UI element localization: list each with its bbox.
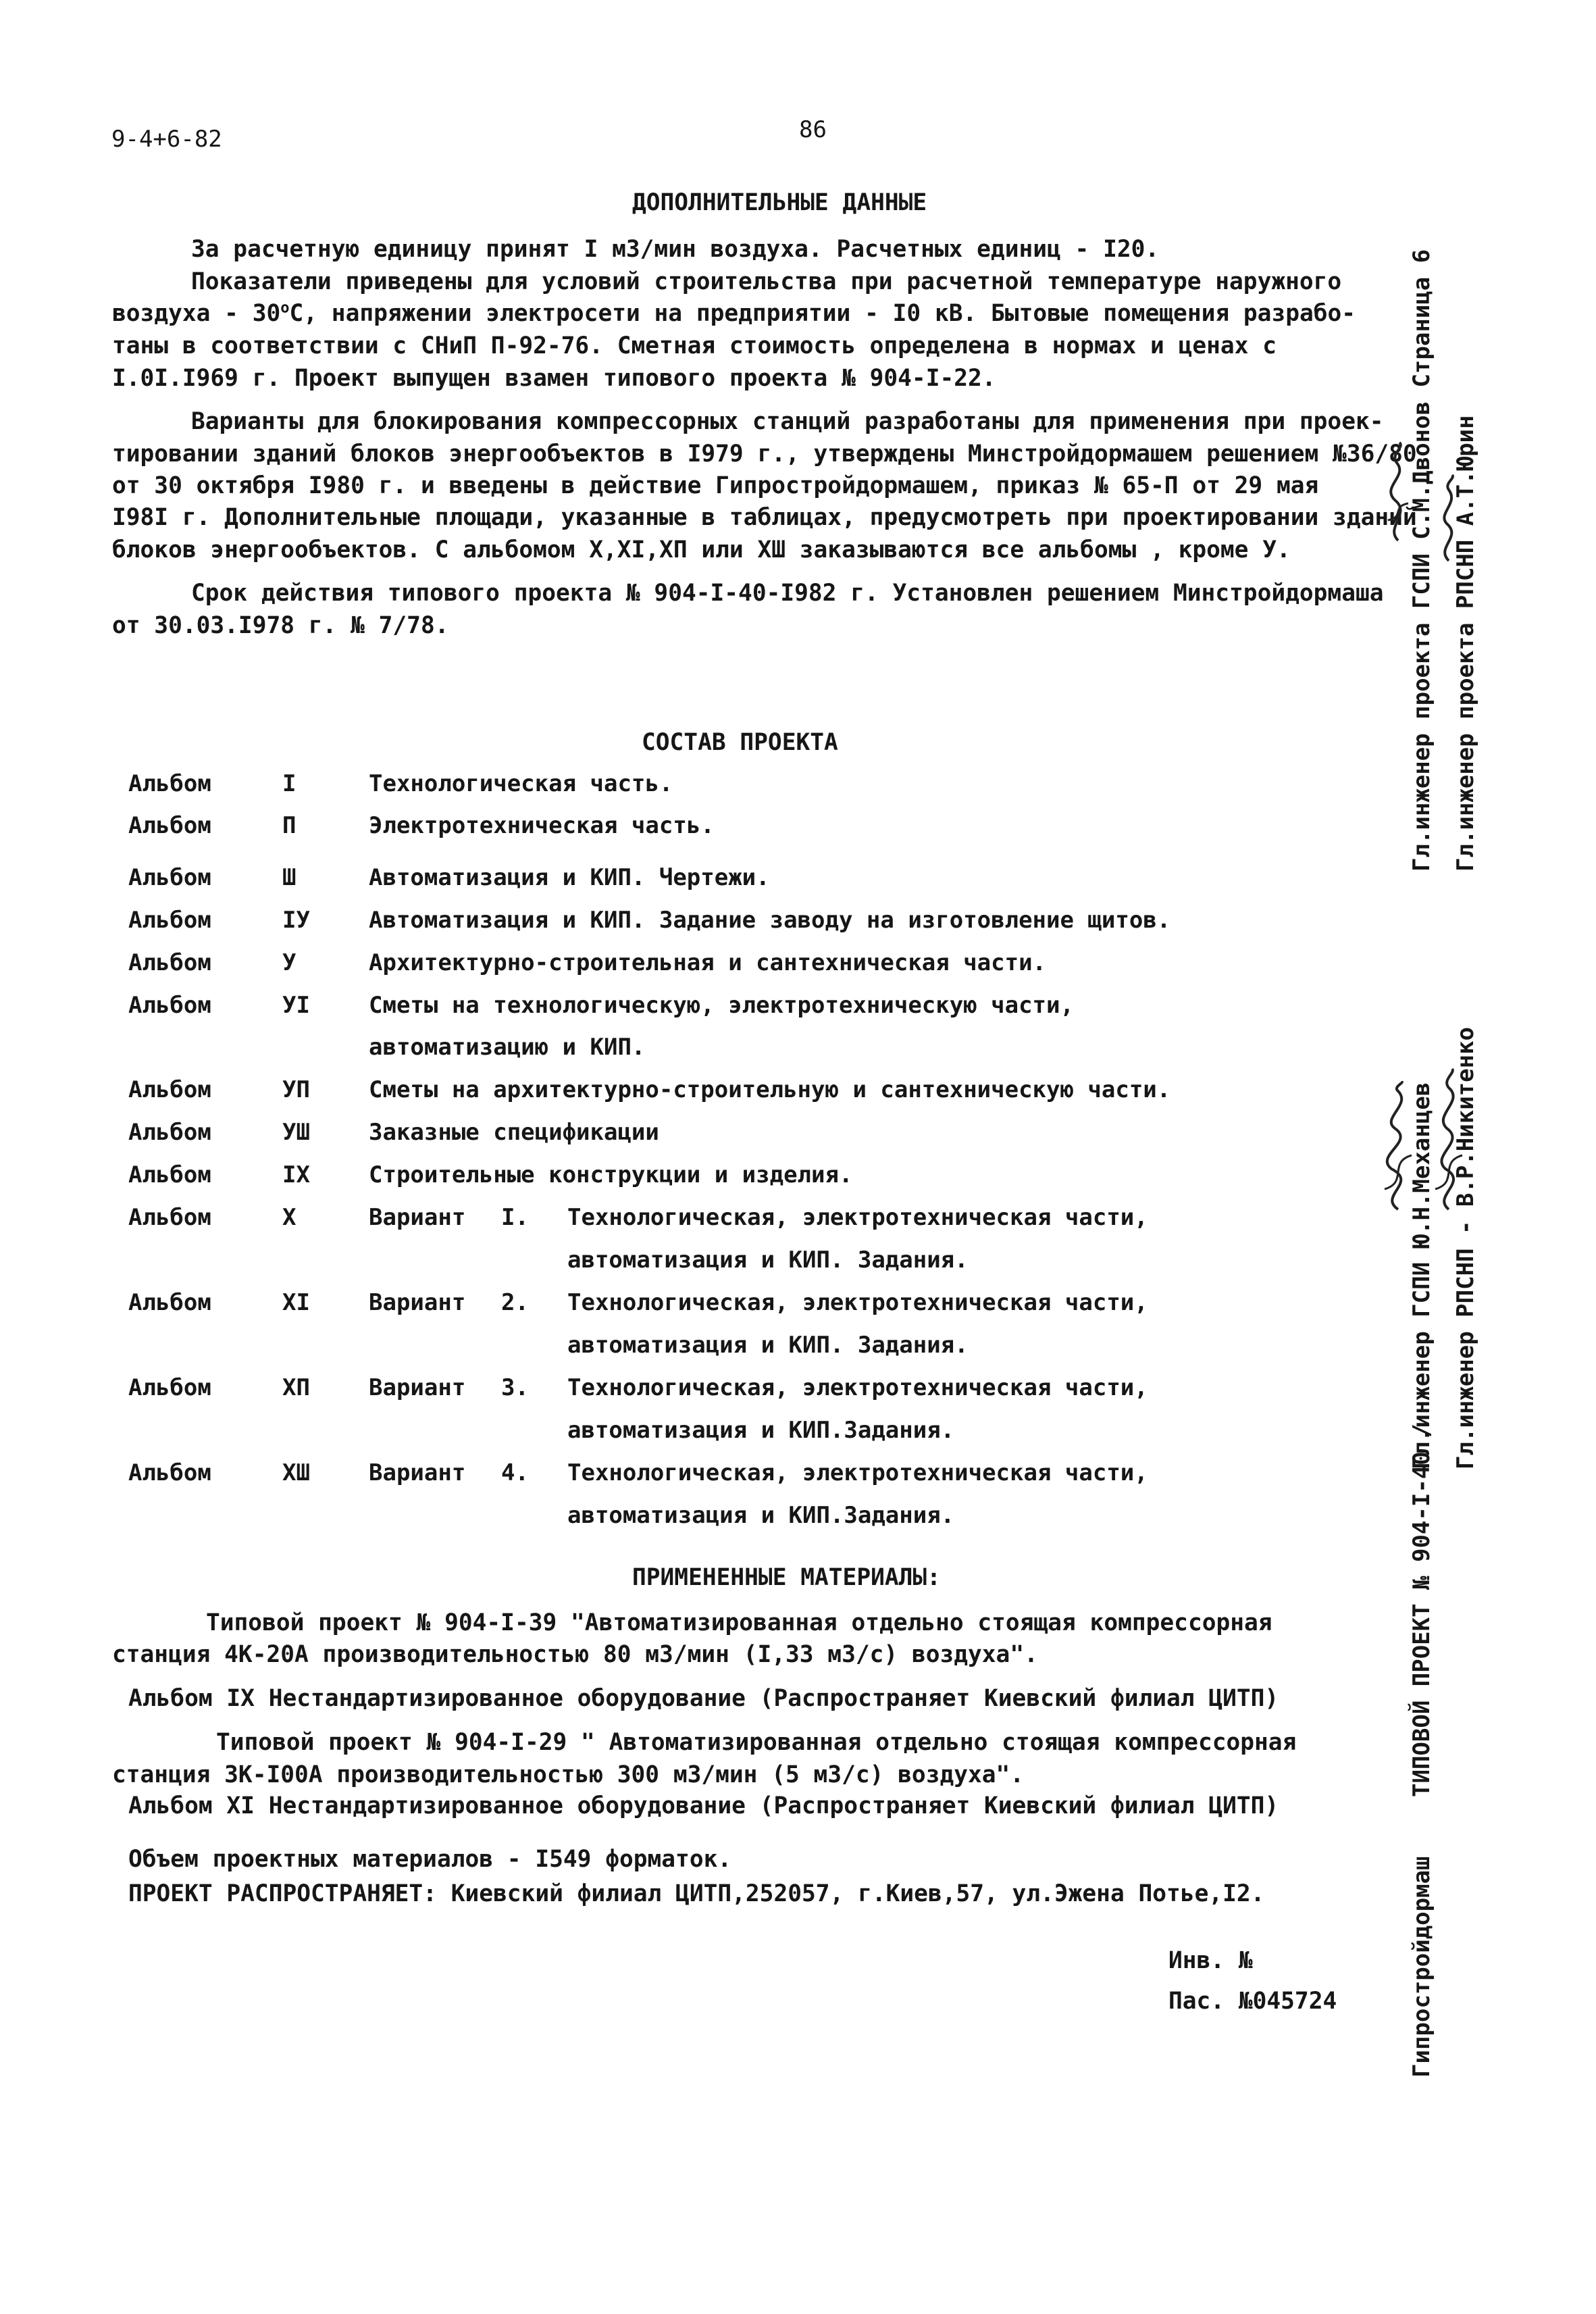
text-line: станция 4К-20А производительностью 80 м3/мин (I,33 м3/с) воздуха".: [112, 1641, 1038, 1668]
album-description-continued: автоматизацию и КИП.: [369, 1034, 646, 1061]
album-row-continued: [0, 1417, 1351, 1447]
margin-chief-engineer-gspi-2: Гл.инженер ГСПИ Ю.Н.Механцев: [1408, 1082, 1435, 1469]
album-row: [0, 907, 1351, 936]
passport-number: Пас. №045724: [1168, 1988, 1337, 2015]
album-label: Альбом: [128, 864, 211, 891]
album-row-continued: [0, 1332, 1351, 1361]
section-title-composition: СОСТАВ ПРОЕКТА: [642, 729, 838, 756]
temperature-text: воздуха - 30: [112, 300, 281, 327]
text-line: станция 3К-I00А производительностью 300 м3/мин (5 м3/с) воздуха".: [112, 1761, 1025, 1788]
album-description: Автоматизация и КИП. Чертежи.: [369, 864, 770, 891]
signature-image: [1378, 439, 1418, 547]
text-line: блоков энергообъектов. С альбомом Х,ХI,ХП или ХШ заказываются все альбомы , кроме У.: [112, 536, 1291, 563]
text-line-temperature: [112, 299, 1356, 327]
album-description: Архитектурно-строительная и сантехническая части.: [369, 949, 1047, 976]
album-label: Альбом: [128, 949, 211, 976]
album-row: [0, 812, 1351, 842]
album-number: ХI: [282, 1289, 310, 1316]
album-number: П: [282, 812, 297, 839]
album-number: УШ: [282, 1119, 310, 1146]
text-line: I.0I.I969 г. Проект выпущен взамен типового проекта № 904-I-22.: [112, 365, 996, 392]
volume-line: Объем проектных материалов - I549 форматок.: [128, 1846, 732, 1873]
album-label: Альбом: [128, 1204, 211, 1231]
album-row: [0, 1076, 1351, 1106]
album-label: Альбом: [128, 992, 211, 1019]
album-description: Технологическая, электротехническая части,: [567, 1374, 1148, 1401]
album-number: IХ: [282, 1161, 310, 1188]
album-description: Сметы на архитектурно-строительную и сантехническую части.: [369, 1076, 1171, 1103]
album-row: [0, 864, 1351, 894]
album-row: [0, 949, 1351, 979]
album-row-continued: [0, 1247, 1351, 1276]
document-code: 9-4+6-82: [111, 126, 222, 153]
margin-organization: Гипростройдормаш: [1408, 1856, 1435, 2078]
album-description: Строительные конструкции и изделия.: [369, 1161, 853, 1188]
album-description: Технологическая, электротехническая части,: [567, 1204, 1148, 1231]
text-line: Типовой проект № 904-I-29 " Автоматизированная отдельно стоящая компрессорная: [216, 1729, 1297, 1756]
signature-image: [1425, 1067, 1476, 1216]
variant-label: Вариант: [369, 1459, 466, 1486]
text-line: от 30 октября I980 г. и введены в действие Гипростройдормашем, приказ № 65-П от 29 мая: [112, 472, 1319, 499]
variant-number: 3.: [501, 1374, 529, 1401]
album-number: Ш: [282, 864, 297, 891]
variant-number: 2.: [501, 1289, 529, 1316]
album-description: Сметы на технологическую, электротехническую части,: [369, 992, 1074, 1019]
album-number: ХШ: [282, 1459, 310, 1486]
album-row: [0, 1204, 1351, 1234]
variant-number: I.: [501, 1204, 529, 1231]
album-number: IУ: [282, 907, 310, 934]
text-line: тировании зданий блоков энергообъектов в I979 г., утверждены Минстройдормашем решением №36/80: [112, 441, 1417, 468]
degree-superscript: о: [280, 299, 290, 317]
voltage-text: С, напряжении электросети на предприятии - I0 кВ. Бытовые помещения разрабо-: [289, 300, 1356, 327]
text-line: Типовой проект № 904-I-39 "Автоматизированная отдельно стоящая компрессорная: [206, 1609, 1272, 1636]
album-label: Альбом: [128, 812, 211, 839]
text-line: от 30.03.I978 г. № 7/78.: [112, 612, 449, 639]
album-description: Автоматизация и КИП. Задание заводу на изготовление щитов.: [369, 907, 1171, 934]
inventory-label: Инв. №: [1168, 1947, 1253, 1974]
album-label: Альбом: [128, 1374, 211, 1401]
album-row: [0, 1289, 1351, 1319]
album-row: [0, 1161, 1351, 1191]
album-number: ХП: [282, 1374, 310, 1401]
signature-image: [1371, 1081, 1425, 1216]
album-description: Заказные спецификации: [369, 1119, 659, 1146]
text-line: таны в соответствии с СНиП П-92-76. Сметная стоимость определена в нормах и ценах с: [112, 332, 1277, 359]
text-line: За расчетную единицу принят I м3/мин воздуха. Расчетных единиц - I20.: [191, 236, 1160, 263]
album-description: Технологическая, электротехническая части,: [567, 1289, 1148, 1316]
album-row: [0, 992, 1351, 1022]
margin-chief-engineer-rpsnp: Гл.инженер проекта РПСНП А.Т.Юрин: [1452, 415, 1479, 872]
variant-label: Вариант: [369, 1374, 466, 1401]
album-number: I: [282, 770, 297, 797]
section-title-additional: ДОПОЛНИТЕЛЬНЫЕ ДАННЫЕ: [632, 189, 927, 216]
album-label: Альбом: [128, 907, 211, 934]
text-line: Срок действия типового проекта № 904-I-40-I982 г. Установлен решением Минстройдормаша: [191, 580, 1384, 607]
album-number: Х: [282, 1204, 297, 1231]
album-label: Альбом: [128, 1289, 211, 1316]
album-row: [0, 1374, 1351, 1404]
margin-chief-engineer-rpsnp-2: Гл.инженер РПСНП - В.Р.Никитенко: [1452, 1026, 1479, 1469]
album-label: Альбом: [128, 1459, 211, 1486]
album-row: [0, 1119, 1351, 1149]
text-line: Альбом IХ Нестандартизированное оборудование (Распространяет Киевский филиал ЦИТП): [128, 1685, 1279, 1712]
album-description-continued: автоматизация и КИП.Задания.: [567, 1417, 955, 1444]
album-description: Электротехническая часть.: [369, 812, 715, 839]
page-number: 86: [799, 116, 827, 143]
text-line: Показатели приведены для условий строительства при расчетной температуре наружного: [191, 268, 1342, 295]
album-number: УП: [282, 1076, 310, 1103]
distributor-line: ПРОЕКТ РАСПРОСТРАНЯЕТ: Киевский филиал ЦИТП,252057, г.Киев,57, ул.Эжена Потье,I2.: [128, 1880, 1265, 1907]
album-description: Технологическая, электротехническая части,: [567, 1459, 1148, 1486]
text-line: Альбом ХI Нестандартизированное оборудование (Распространяет Киевский филиал ЦИТП): [128, 1792, 1279, 1819]
text-line: Варианты для блокирования компрессорных станций разработаны для применения при проек-: [191, 408, 1384, 435]
album-number: У: [282, 949, 297, 976]
album-description-continued: автоматизация и КИП. Задания.: [567, 1332, 969, 1359]
margin-chief-engineer-gspi: Гл.инженер проекта ГСПИ С.М.Двонов Страница 6: [1408, 249, 1435, 872]
album-row: [0, 770, 1351, 800]
text-line: I98I г. Дополнительные площади, указанные в таблицах, предусмотреть при проектировании зданий: [112, 504, 1417, 531]
album-label: Альбом: [128, 1161, 211, 1188]
album-number: УI: [282, 992, 310, 1019]
album-row: [0, 1459, 1351, 1489]
album-row-continued: [0, 1502, 1351, 1532]
album-label: Альбом: [128, 1076, 211, 1103]
variant-label: Вариант: [369, 1204, 466, 1231]
album-description-continued: автоматизация и КИП. Задания.: [567, 1247, 969, 1274]
album-label: Альбом: [128, 770, 211, 797]
variant-label: Вариант: [369, 1289, 466, 1316]
album-description-continued: автоматизация и КИП.Задания.: [567, 1502, 955, 1529]
album-label: Альбом: [128, 1119, 211, 1146]
album-row-continued: [0, 1034, 1351, 1063]
section-title-materials: ПРИМЕНЕННЫЕ МАТЕРИАЛЫ:: [632, 1564, 941, 1591]
margin-project-label: ТИПОВОЙ ПРОЕКТ № 904-I-40 /: [1408, 1424, 1435, 1797]
album-description: Технологическая часть.: [369, 770, 673, 797]
signature-image: [1432, 473, 1469, 568]
variant-number: 4.: [501, 1459, 529, 1486]
